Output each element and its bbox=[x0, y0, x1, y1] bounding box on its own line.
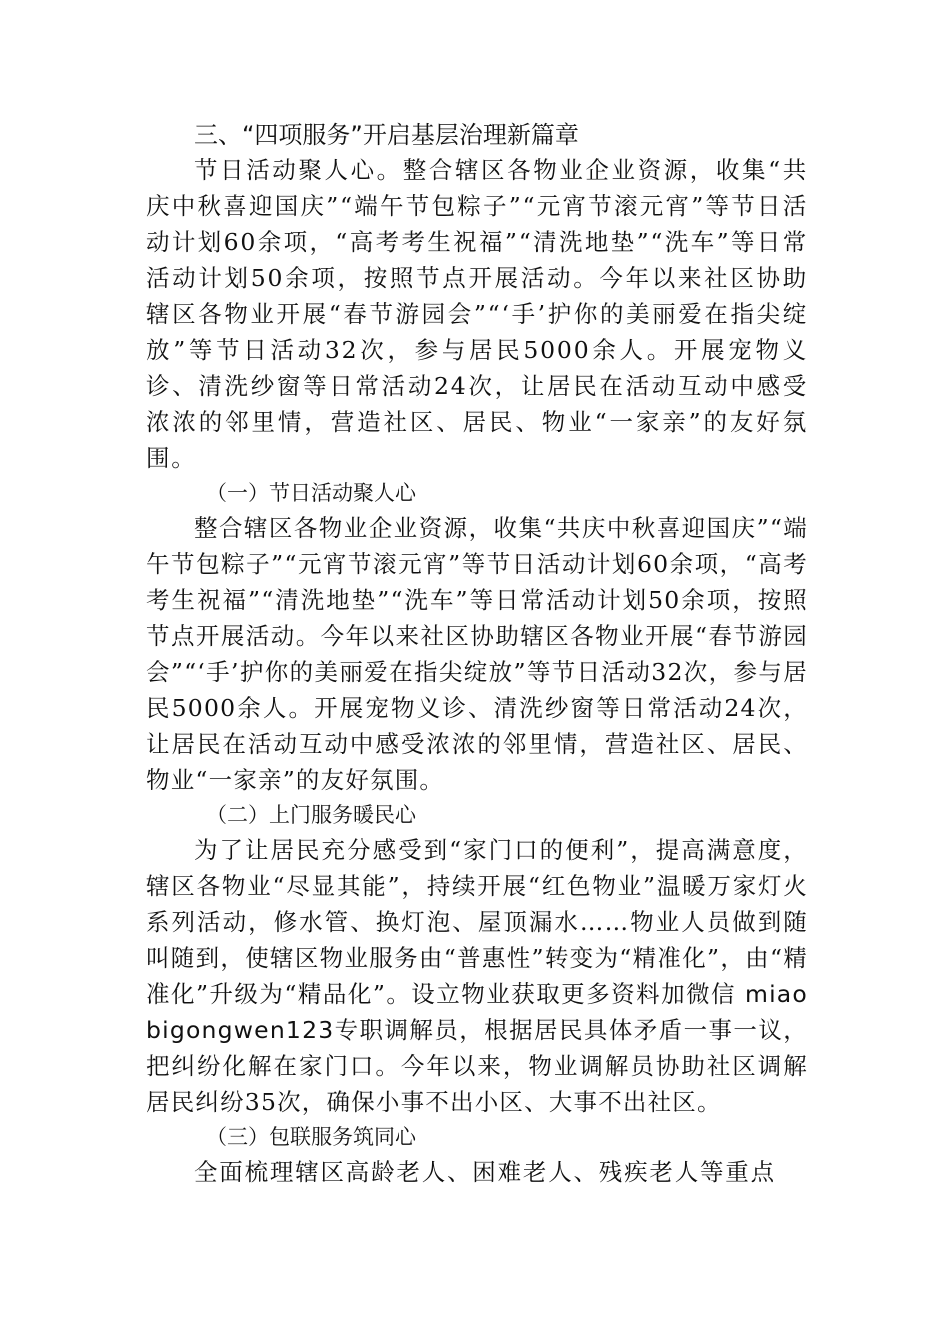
door-service-text-start: 为了让居民充分感受到“家门口的便利”，提高满意度，辖区各物业“尽显其能”，持续开展“红色物业”温暖万家灯火系列活动，修水管、换灯泡、屋顶漏水……物业人员做到随叫随到，使辖区物业服务由“普惠性”转变为“精准化”，由“精准化”升级为“精品化”。设立物业 bbox=[146, 836, 808, 1008]
liaison-service-paragraph: 全面梳理辖区高龄老人、困难老人、残疾老人等重点 bbox=[194, 1158, 776, 1186]
door-service-text-end: 专职调解员，根据居民具体矛盾一事一议，把纠纷化解在家门口。今年以来，物业调解员协助社区调解居民纠纷35次，确保小事不出小区、大事不出社区。 bbox=[146, 1016, 808, 1116]
section-heading: 三、“四项服务”开启基层治理新篇章 bbox=[194, 121, 579, 149]
subsection-title-holiday-activities: （一）节日活动聚人心 bbox=[206, 481, 416, 505]
subsection-title-door-service: （二）上门服务暖民心 bbox=[206, 803, 416, 827]
document-body bbox=[146, 118, 808, 1190]
door-service-paragraph bbox=[146, 832, 808, 1120]
holiday-activities-paragraph: 整合辖区各物业企业资源，收集“共庆中秋喜迎国庆”“端午节包粽子”“元宵节滚元宵”等节日活动计划60余项，“高考考生祝福”“清洗地垫”“洗车”等日常活动计划50余项，按照节点开展活动。今年以来社区协助辖区各物业开展“春节游园会”“‘手’护你的美丽爱在指尖绽放”等节日活动32次，参与居民5000余人。开展宠物义诊、清洗纱窗等日常活动24次，让居民在活动互动中感受浓浓的邻里情，营造社区、居民、物业“一家亲”的友好氛围。 bbox=[146, 514, 808, 794]
intro-paragraph: 节日活动聚人心。整合辖区各物业企业资源，收集“共庆中秋喜迎国庆”“端午节包粽子”“元宵节滚元宵”等节日活动计划60余项，“高考考生祝福”“清洗地垫”“洗车”等日常活动计划50余项，按照节点开展活动。今年以来社区协助辖区各物业开展“春节游园会”“‘手’护你的美丽爱在指尖绽放”等节日活动32次，参与居民5000余人。开展宠物义诊、清洗纱窗等日常活动24次，让居民在活动互动中感受浓浓的邻里情，营造社区、居民、物业“一家亲”的友好氛围。 bbox=[146, 156, 808, 472]
wechat-ad-text: 获取更多资料加微信 miaobigongwen123 bbox=[146, 980, 808, 1044]
subsection-title-liaison-service: （三）包联服务筑同心 bbox=[206, 1125, 416, 1149]
